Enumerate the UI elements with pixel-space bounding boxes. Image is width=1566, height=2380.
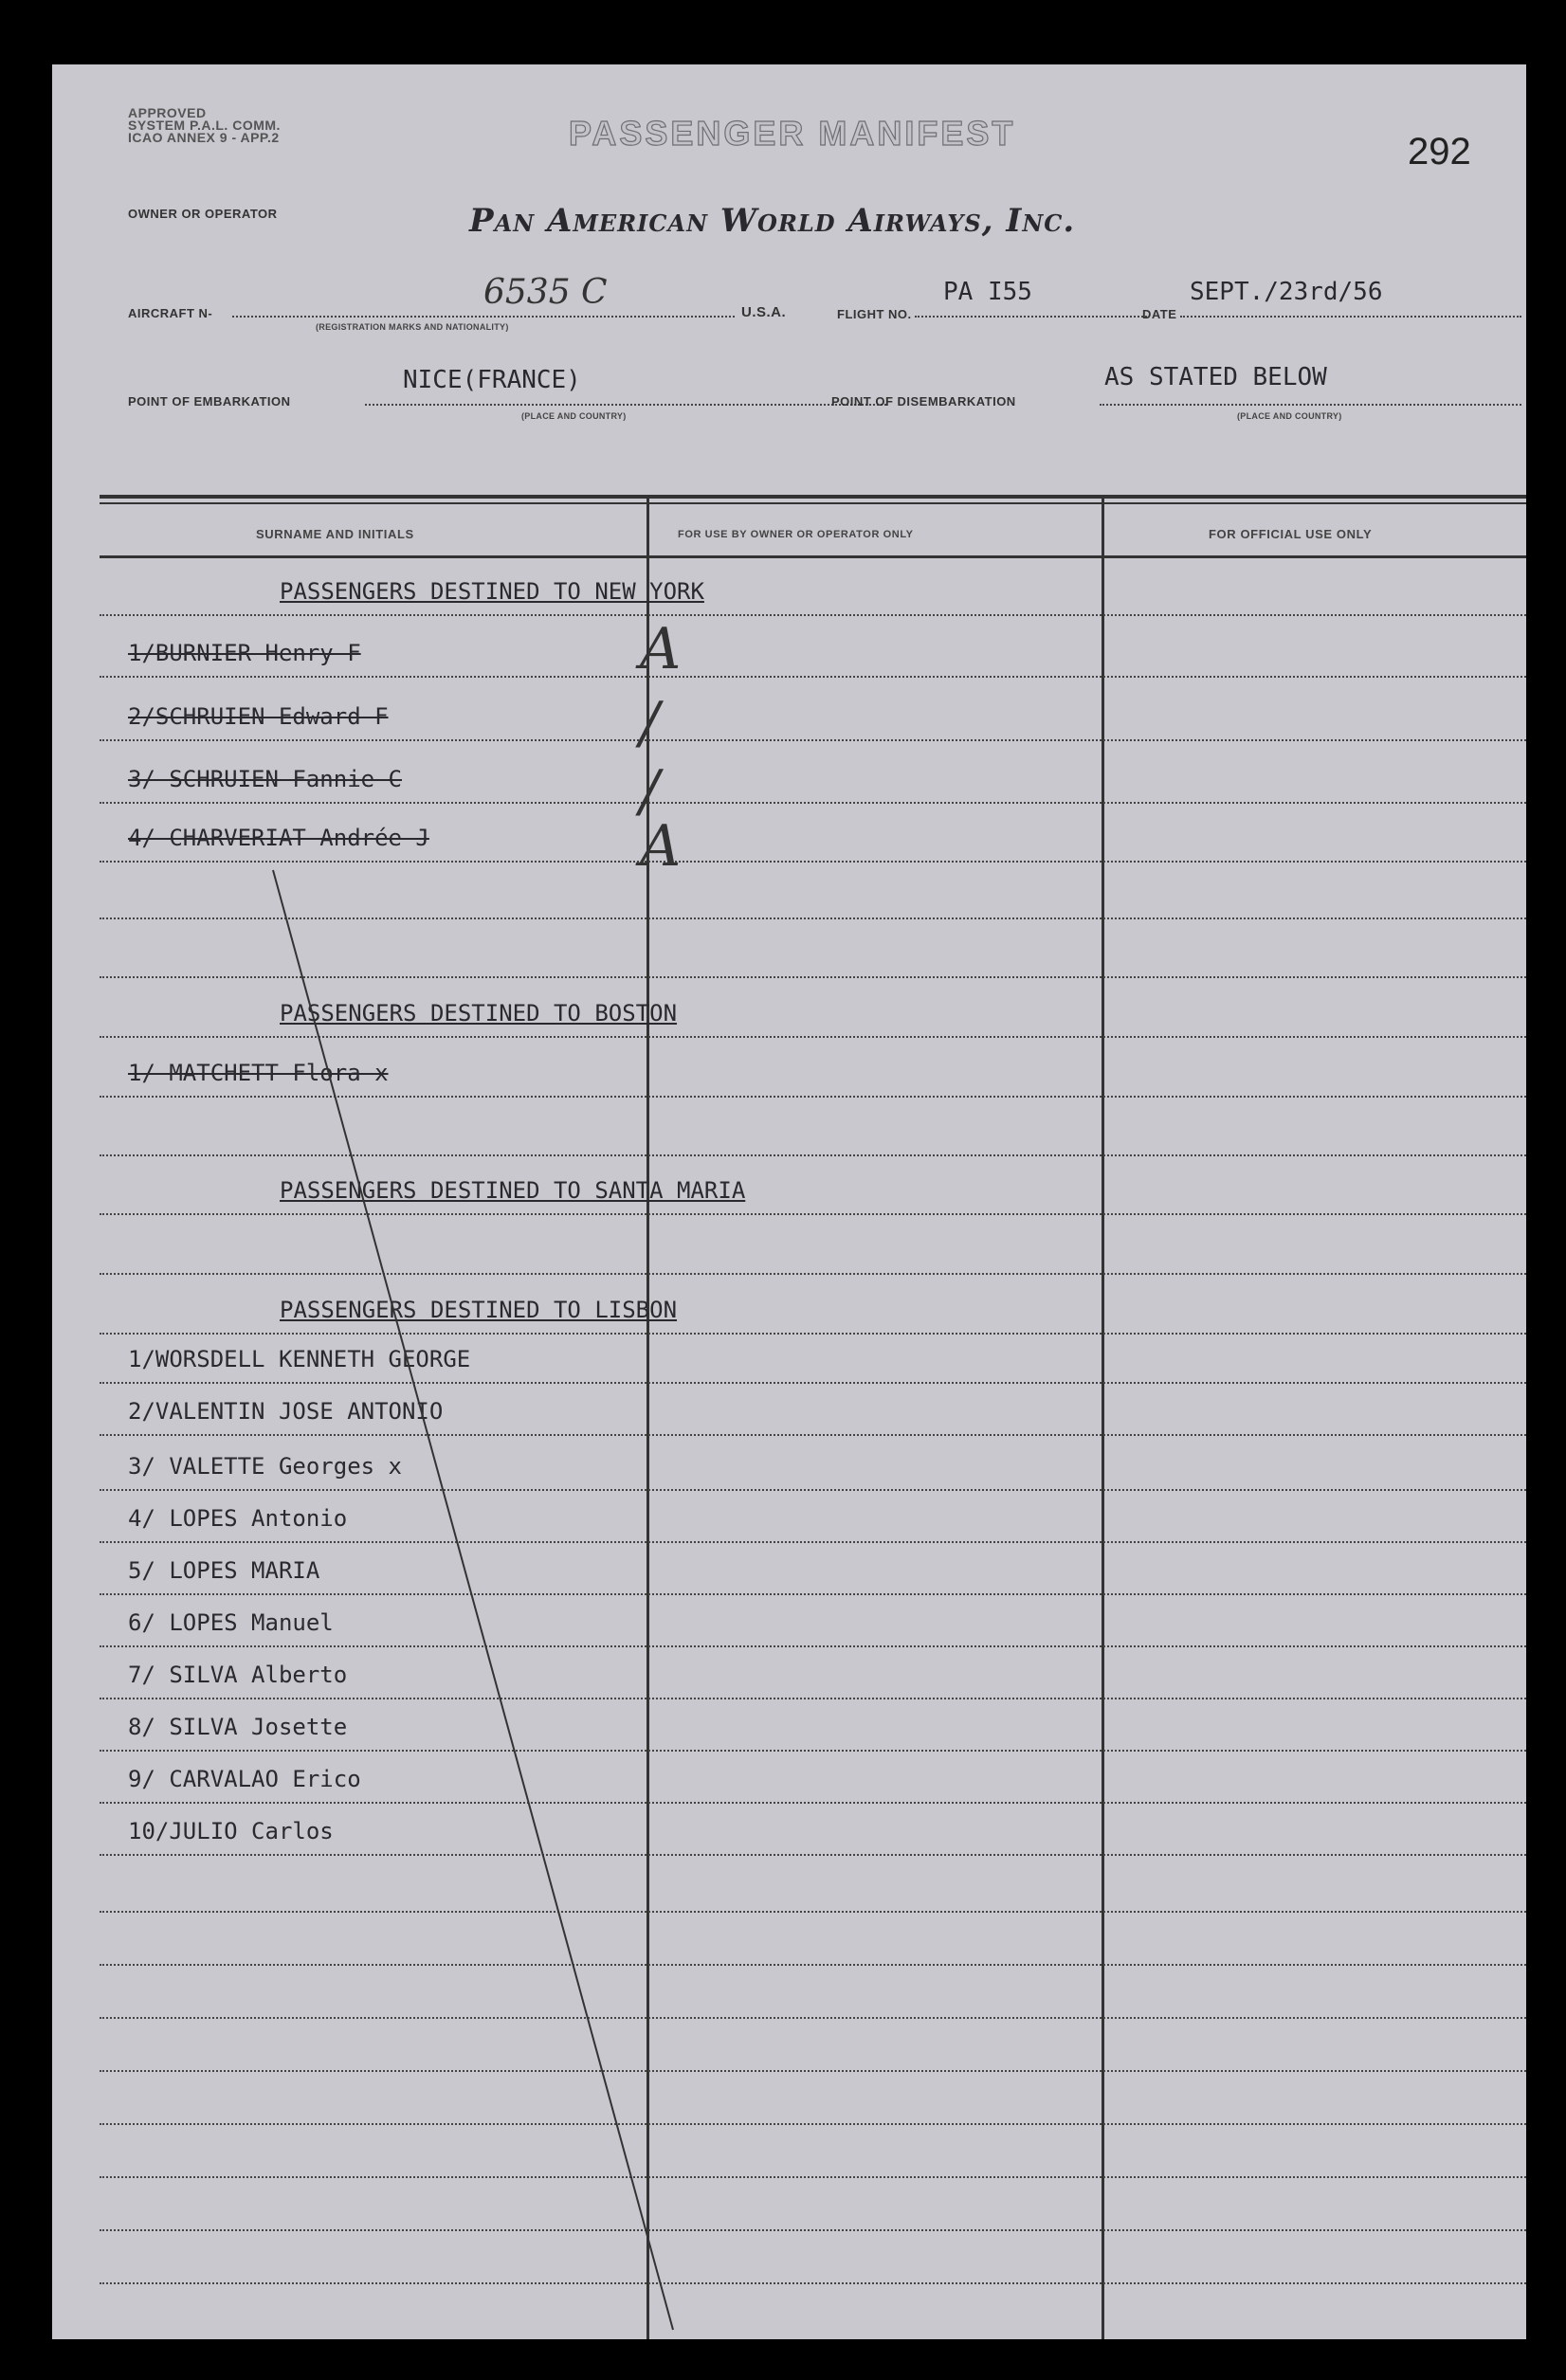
embarkation-value: NICE(FRANCE) <box>403 366 581 394</box>
passenger-name: 6/ LOPES Manuel <box>128 1609 334 1636</box>
aircraft-value: 6535 C <box>483 273 608 312</box>
destination-heading: PASSENGERS DESTINED TO NEW YORK <box>280 578 704 605</box>
column-header-surname: SURNAME AND INITIALS <box>256 527 414 541</box>
check-mark: A <box>640 616 682 682</box>
document-title: PASSENGER MANIFEST <box>569 114 1016 153</box>
nationality: U.S.A. <box>741 304 787 320</box>
disembarkation-label: POINT OF DISEMBARKATION <box>831 394 1016 409</box>
passenger-name: 7/ SILVA Alberto <box>128 1662 348 1688</box>
destination-heading: PASSENGERS DESTINED TO BOSTON <box>280 1000 678 1026</box>
destination-heading: PASSENGERS DESTINED TO LISBON <box>280 1297 678 1323</box>
embarkation-place-label: (PLACE AND COUNTRY) <box>521 411 627 421</box>
passenger-name: 4/ CHARVERIAT Andrée J <box>128 825 429 851</box>
date-label: DATE <box>1142 307 1177 321</box>
diagonal-cancel-line <box>52 64 1526 2339</box>
check-mark: / <box>640 690 660 756</box>
flight-label: FLIGHT NO. <box>837 307 912 321</box>
passenger-name: 1/BURNIER Henry F <box>128 640 361 666</box>
passenger-name: 4/ LOPES Antonio <box>128 1505 348 1532</box>
check-mark: / <box>640 758 660 825</box>
disembarkation-value: AS STATED BELOW <box>1104 363 1327 391</box>
embarkation-label: POINT OF EMBARKATION <box>128 394 291 409</box>
date-value: SEPT./23rd/56 <box>1190 278 1383 306</box>
passenger-name: 3/ SCHRUIEN Fannie C <box>128 766 402 792</box>
owner-value: Pan American World Airways, Inc. <box>469 202 1076 240</box>
passenger-name: 9/ CARVALAO Erico <box>128 1766 361 1792</box>
column-header-official-use: FOR OFFICIAL USE ONLY <box>1209 527 1373 541</box>
flight-value: PA I55 <box>943 278 1032 306</box>
approval-stamp: APPROVED SYSTEM P.A.L. COMM. ICAO ANNEX 9 - APP.2 <box>128 105 281 145</box>
registration-label: (REGISTRATION MARKS AND NATIONALITY) <box>316 322 509 332</box>
column-header-owner-use: FOR USE BY OWNER OR OPERATOR ONLY <box>678 529 914 540</box>
manifest-page <box>52 64 1526 2339</box>
disembarkation-place-label: (PLACE AND COUNTRY) <box>1237 411 1342 421</box>
page-number: 292 <box>1408 131 1471 173</box>
passenger-name: 10/JULIO Carlos <box>128 1818 334 1844</box>
passenger-name: 5/ LOPES MARIA <box>128 1557 320 1584</box>
passenger-name: 8/ SILVA Josette <box>128 1714 348 1740</box>
owner-label: OWNER OR OPERATOR <box>128 207 278 221</box>
passenger-name: 2/VALENTIN JOSE ANTONIO <box>128 1398 444 1425</box>
passenger-name: 1/ MATCHETT Flora x <box>128 1060 389 1086</box>
check-mark: A <box>640 813 682 880</box>
passenger-name: 1/WORSDELL KENNETH GEORGE <box>128 1346 471 1372</box>
passenger-name: 3/ VALETTE Georges x <box>128 1453 402 1480</box>
destination-heading: PASSENGERS DESTINED TO SANTA MARIA <box>280 1177 746 1204</box>
aircraft-label: AIRCRAFT N- <box>128 306 213 320</box>
passenger-name: 2/SCHRUIEN Edward F <box>128 703 389 730</box>
